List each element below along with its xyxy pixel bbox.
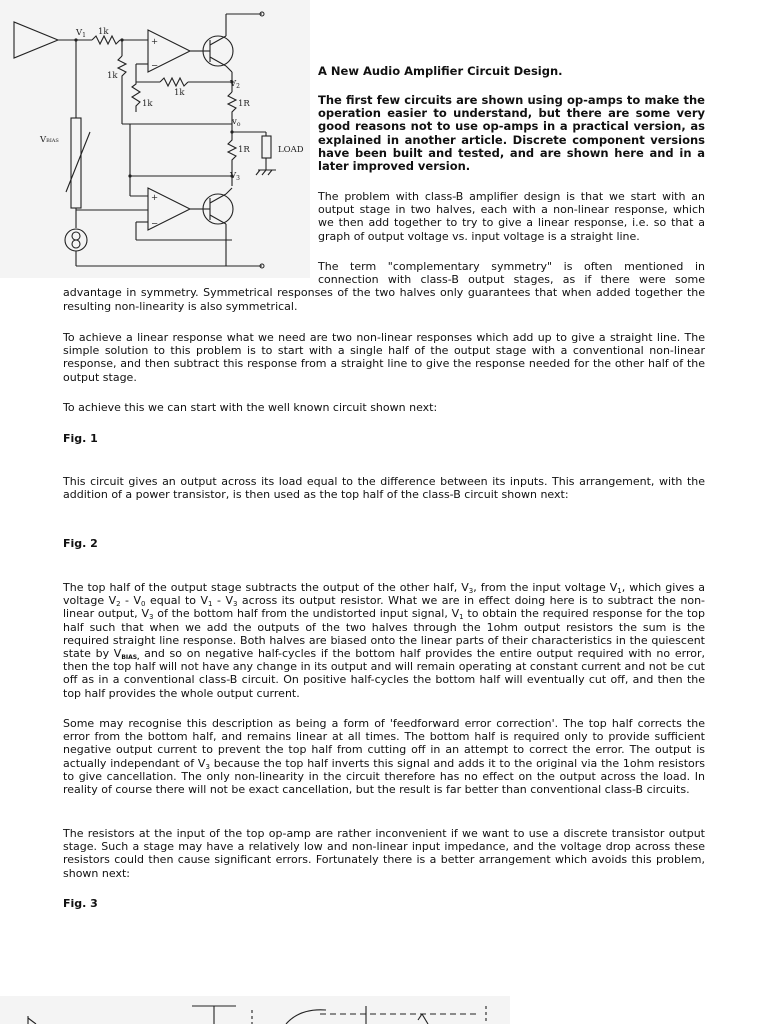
article-title: A New Audio Amplifier Circuit Design. <box>318 64 563 78</box>
label-minus-top: − <box>151 61 159 71</box>
label-r4: 1k <box>142 99 153 109</box>
figure-caption-1: Fig. 1 <box>63 432 98 445</box>
label-plus-bottom: + <box>151 193 159 203</box>
label-load: LOAD <box>278 145 304 155</box>
label-v3: $V_3$ <box>230 171 240 182</box>
paragraph-feedforward: Some may recognise this description as being a form of 'feedforward error correction'. The top half corrects the error from the bottom half, and remains linear at all times. The bottom half is required only to provide sufficient negative output current to prevent the top half from cutting off in an attempt to correct the error. The output is actually independant of $V_3$ because the top half inverts this signal and adds it to the original via the 1ohm resistors to give cancellation. The only non-linearity in the circuit therefore has no effect on the output across the load. In reality of course there will not be exact cancellation, but the result is far better than conventional class-B circuits. <box>63 717 706 797</box>
label-minus-bottom: − <box>151 219 159 229</box>
paragraph-difference-output: This circuit gives an output across its load equal to the difference between its inputs. This arrangement, with the addition of a power transistor, is then used as the top half of the class-B circuit shown next: <box>63 475 705 502</box>
figure-caption-2: Fig. 2 <box>63 537 98 550</box>
label-v2: $V_2$ <box>230 79 240 90</box>
label-vbias: VBIAS <box>40 135 59 145</box>
paragraph-line: connection with class-B output stages, as if there were some <box>318 273 705 287</box>
figure-3-schematic-partial <box>0 996 768 1024</box>
label-1r-top: 1R <box>238 99 250 109</box>
paragraph-input-resistors: The resistors at the input of the top op-amp are rather inconvenient if we want to use a discrete transistor output stage. Such a stage may have a relatively low and non-linear input impedance, and the voltage drop across these resistors could then cause significant errors. Fortunately there is a better arrangement which avoids this problem, shown next: <box>63 827 705 880</box>
paragraph-class-b-problem: The problem with class-B amplifier design is that we start with an output stage in two halves, each with a non-linear response, which we then add together to try to give a linear response, i.e. so that a graph of output voltage vs. input voltage is a straight line. <box>318 190 705 243</box>
label-1r-bottom: 1R <box>238 145 250 155</box>
label-r1: 1k <box>98 27 109 37</box>
paragraph-line: advantage in symmetry. Symmetrical responses of the two halves only guarantees that when added together the resulting non-linearity is also symmetrical. <box>63 286 705 313</box>
paragraph-linear-response: To achieve a linear response what we need are two non-linear responses which add up to give a straight line. The simple solution to this problem is to start with a single half of the output stage with a conventional non-linear response, and then subtract this response from a straight line to give the response needed for the other half of the output stage. <box>63 331 705 384</box>
paragraph-line: The term "complementary symmetry" is often mentioned in <box>318 260 705 273</box>
label-r2: 1k <box>107 71 118 81</box>
paragraph-complementary-symmetry <box>63 260 705 313</box>
paragraph-start-circuit: To achieve this we can start with the well known circuit shown next: <box>63 401 438 414</box>
figure-caption-3: Fig. 3 <box>63 897 98 910</box>
intro-paragraph: The first few circuits are shown using op-amps to make the operation easier to understand, but there are some very good reasons not to use op-amps in a practical version, as explained in another article. Discrete component versions have been built and tested, and are shown here and in a later improved version. <box>318 93 705 174</box>
label-r3: 1k <box>174 88 185 98</box>
label-plus-top: + <box>151 37 159 47</box>
label-vo: $v_o$ <box>232 117 241 128</box>
label-v1: $V_1$ <box>76 28 86 39</box>
paragraph-top-half-subtracts: The top half of the output stage subtracts the output of the other half, $V_3$, from the input voltage $V_1$, which gives a voltage $V_2 - V_0$ equal to $V_1 - V_3$ across its output resistor. What we are in effect doing here is to subtract the non-linear output, $V_3$ of the bottom half from the undistorted input signal, $V_1$ to obtain the required response for the top half such that when we add the outputs of the two halves through the 1ohm output resistors the sum is the required straight line response. Both halves are biased onto the linear parts of their characteristics in the quiescent state by $V_{BIAS,}$ and so on negative half-cycles if the bottom half provides the entire output required with no error, then the top half will not have any change in its output and will remain operating at constant current and not be cut off as in a conventional class-B circuit. On positive half-cycles the bottom half will eventually cut off, and then the top half provides the whole output current. <box>63 581 706 700</box>
class-b-amplifier-schematic <box>0 0 310 278</box>
